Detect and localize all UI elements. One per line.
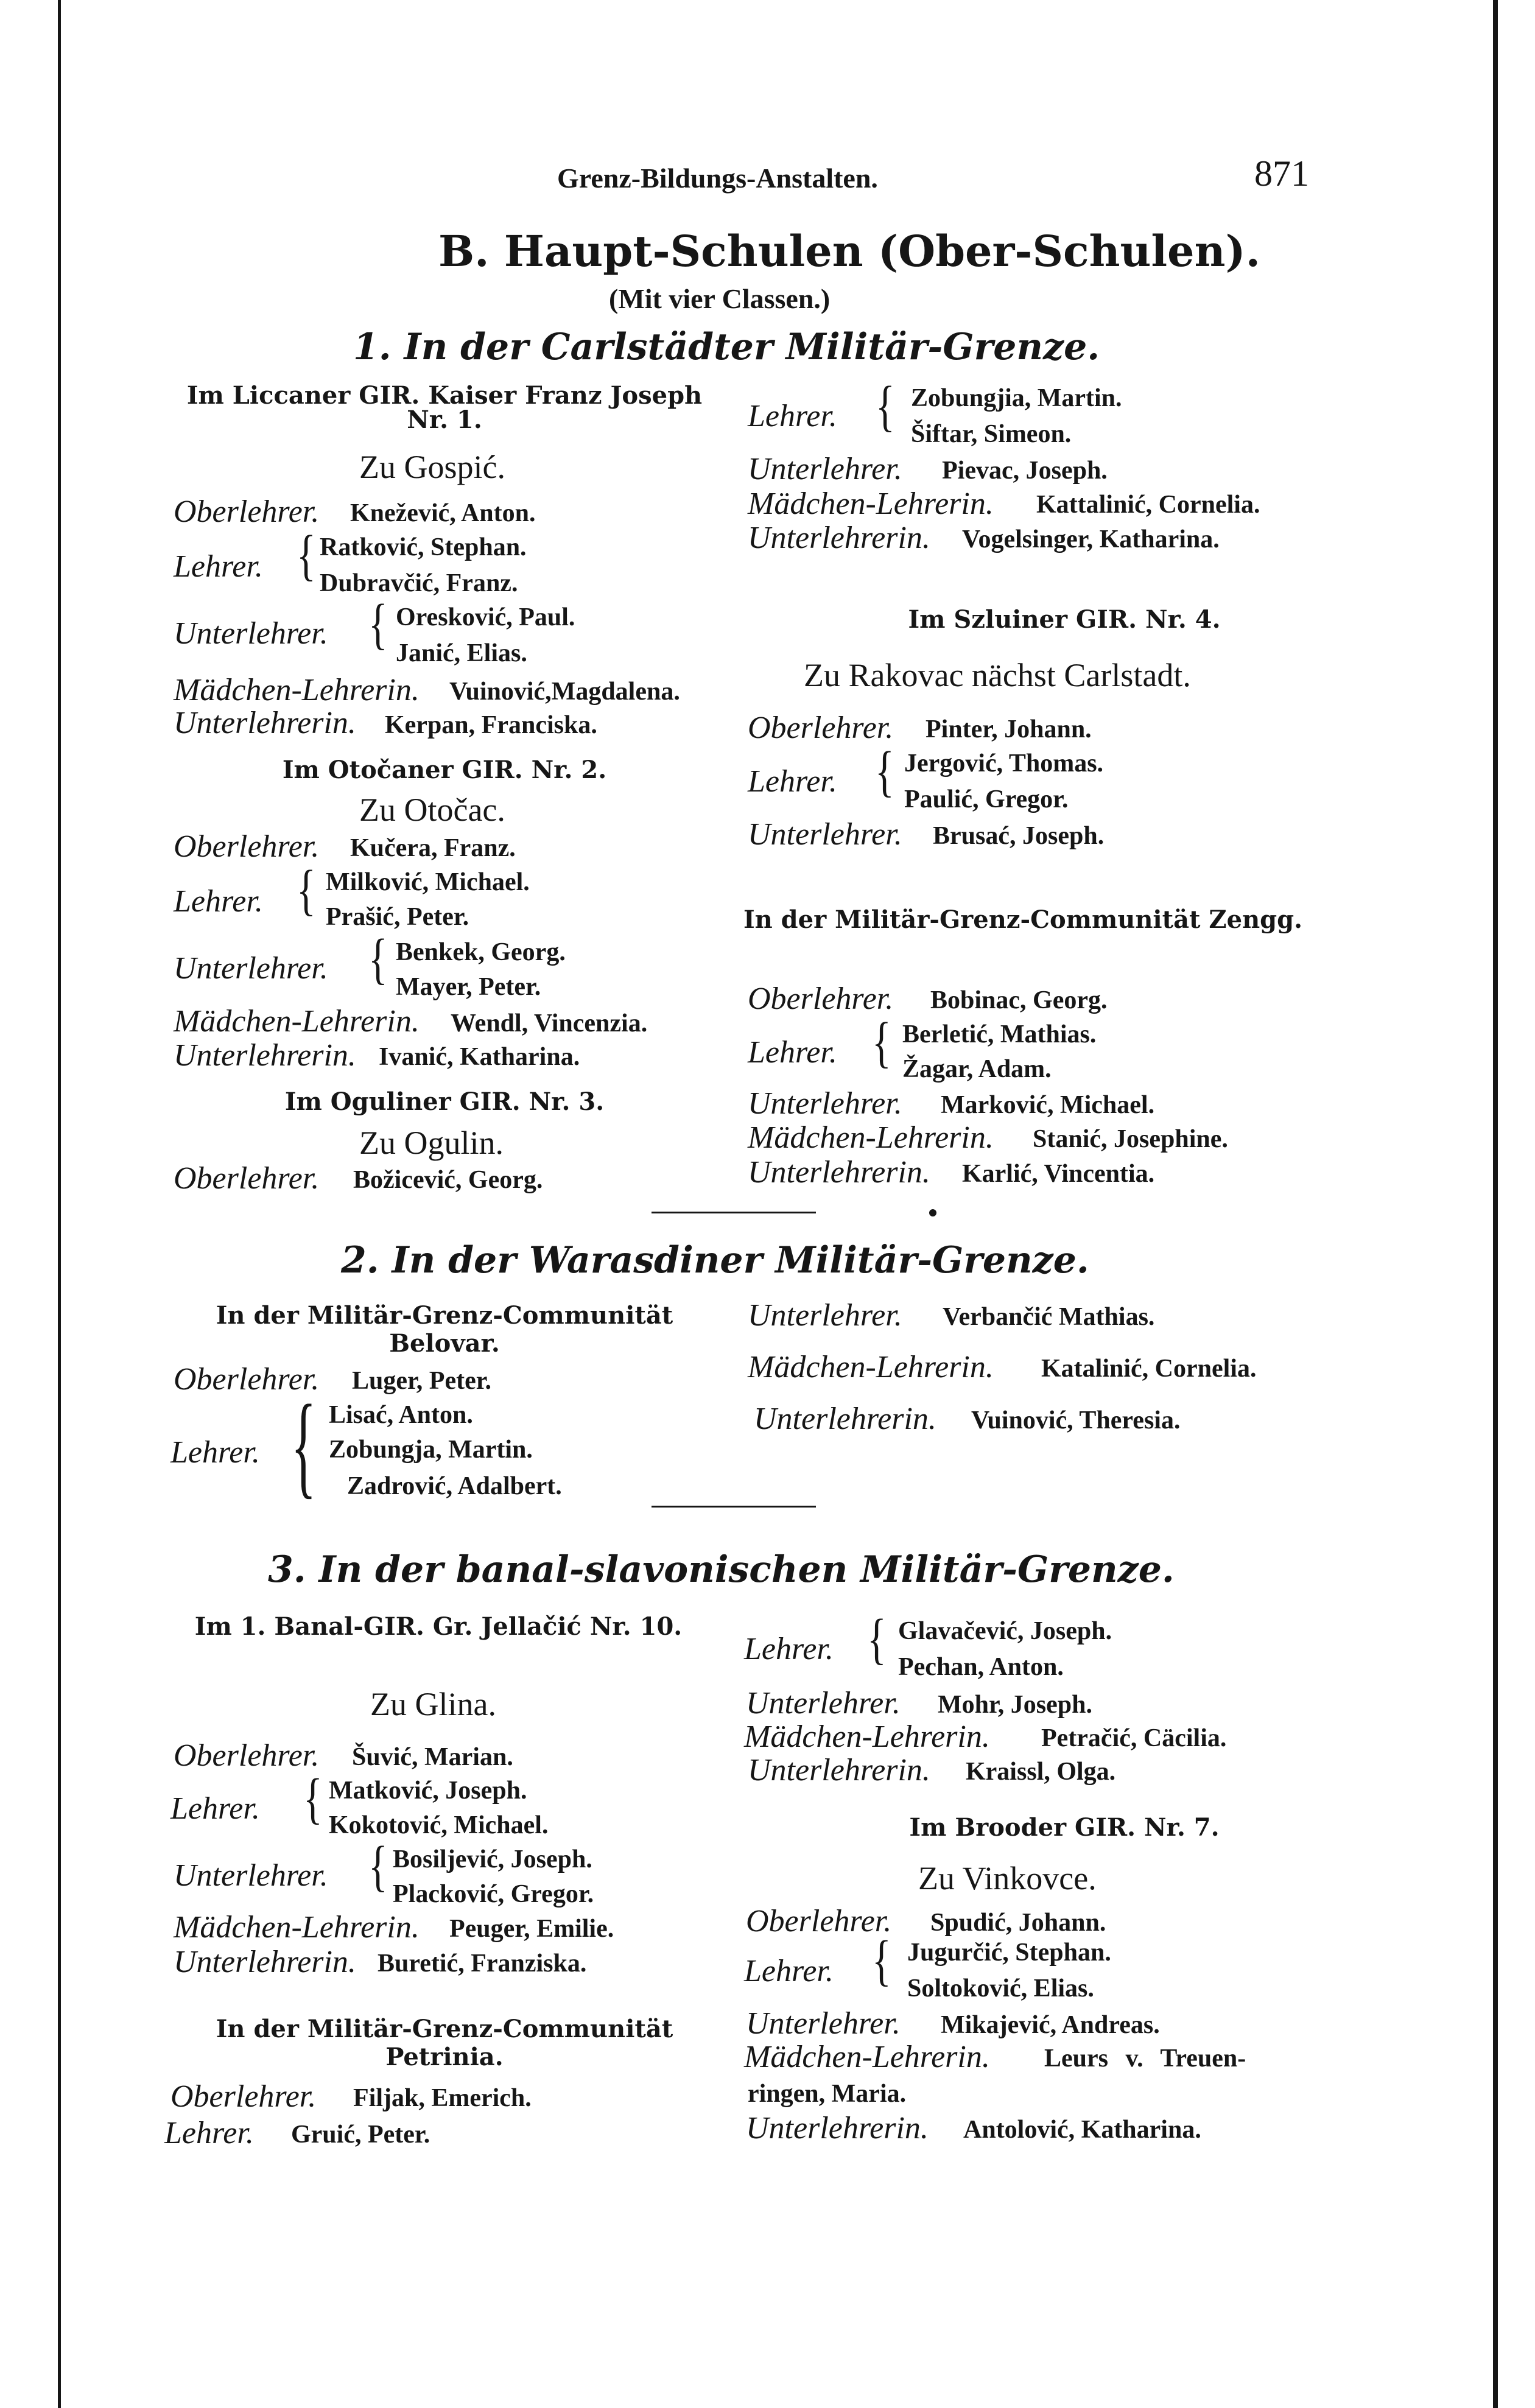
region-heading-carlstaedter: 1. In der Carlstädter Militär-Grenze. (353, 326, 1100, 368)
section-heading-belovar: In der Militär-Grenz-Communität Belovar. (216, 1301, 673, 1358)
name-oberlehrer: Knežević, Anton. (350, 499, 536, 527)
name-lehrer: Šiftar, Simeon. (911, 420, 1072, 448)
name-oberlehrer: Filjak, Emerich. (353, 2084, 532, 2112)
role-unterlehrerin: Unterlehrerin. (174, 706, 356, 740)
name-lehrer: Soltoković, Elias. (907, 1974, 1094, 2003)
name-maedchen-lehrerin: Kattalinić, Cornelia. (1036, 491, 1260, 519)
name-lehrer: Milković, Michael. (326, 868, 530, 896)
section-heading-szluiner: Im Szluiner GIR. Nr. 4. (908, 605, 1221, 634)
name-lehrer: Berletić, Mathias. (902, 1020, 1097, 1048)
section-divider (652, 1506, 816, 1508)
name-unterlehrer: Verbančić Mathias. (943, 1303, 1155, 1331)
town-glina: Zu Glina. (370, 1686, 496, 1722)
brace: { (297, 524, 316, 587)
running-title: Grenz-Bildungs-Anstalten. (557, 163, 878, 194)
section-heading-otocaner: Im Otočaner GIR. Nr. 2. (282, 756, 607, 784)
role-unterlehrer: Unterlehrer. (174, 616, 328, 651)
brace: { (368, 593, 388, 656)
name-unterlehrerin: Vuinović, Theresia. (971, 1406, 1181, 1434)
name-unterlehrer: Mayer, Peter. (396, 973, 541, 1001)
role-oberlehrer: Oberlehrer. (174, 1161, 320, 1196)
role-unterlehrer: Unterlehrer. (748, 452, 902, 486)
role-unterlehrer: Unterlehrer. (174, 1858, 328, 1893)
role-maedchen-lehrerin: Mädchen-Lehrerin. (748, 1350, 994, 1385)
role-oberlehrer: Oberlehrer. (174, 494, 320, 529)
right-page-edge (1493, 0, 1498, 2408)
role-maedchen-lehrerin: Mädchen-Lehrerin. (744, 2040, 990, 2074)
role-unterlehrer: Unterlehrer. (746, 1686, 901, 1721)
section-heading-oguliner: Im Oguliner GIR. Nr. 3. (284, 1087, 605, 1116)
role-unterlehrerin: Unterlehrerin. (746, 2111, 929, 2146)
town-vinkovce: Zu Vinkovce. (918, 1860, 1097, 1897)
name-unterlehrerin: Antolović, Katharina. (963, 2116, 1201, 2144)
role-lehrer: Lehrer. (164, 2116, 254, 2150)
name-oberlehrer: Spudić, Johann. (930, 1909, 1106, 1937)
name-lehrer: Lisać, Anton. (329, 1401, 473, 1429)
section-heading-liccaner: Im Liccaner GIR. Kaiser Franz Joseph Nr. 1. (186, 381, 703, 434)
role-lehrer: Lehrer. (748, 399, 837, 434)
name-maedchen-lehrerin: Katalinić, Cornelia. (1041, 1355, 1257, 1383)
name-lehrer: Zobungja, Martin. (329, 1436, 533, 1464)
name-oberlehrer: Božicević, Georg. (353, 1166, 543, 1194)
role-oberlehrer: Oberlehrer. (174, 1362, 320, 1397)
role-unterlehrer: Unterlehrer. (748, 1086, 902, 1121)
name-lehrer: Pechan, Anton. (898, 1653, 1064, 1681)
role-oberlehrer: Oberlehrer. (746, 1904, 892, 1939)
brace: { (297, 859, 316, 922)
role-lehrer: Lehrer. (744, 1632, 834, 1666)
name-unterlehrer: Mikajević, Andreas. (941, 2011, 1160, 2039)
name-maedchen-lehrerin: ringen, Maria. (748, 2080, 907, 2108)
town-ogulin: Zu Ogulin. (359, 1125, 504, 1161)
brace: { (872, 1929, 891, 1992)
name-lehrer: Jergović, Thomas. (904, 749, 1104, 778)
name-unterlehrer: Brusać, Joseph. (933, 822, 1105, 850)
section-heading-banal-gir: Im 1. Banal-GIR. Gr. Jellačić Nr. 10. (194, 1612, 683, 1641)
role-lehrer: Lehrer. (744, 1954, 834, 1989)
name-unterlehrer: Pievac, Joseph. (942, 457, 1108, 485)
name-maedchen-lehrerin: Peuger, Emilie. (449, 1915, 614, 1943)
name-maedchen-lehrerin: Leurs v. Treuen- (1044, 2045, 1246, 2073)
brace: { (867, 1608, 887, 1671)
role-maedchen-lehrerin: Mädchen-Lehrerin. (174, 673, 420, 707)
name-unterlehrer: Oresković, Paul. (396, 603, 575, 631)
name-oberlehrer: Luger, Peter. (352, 1367, 492, 1395)
name-unterlehrerin: Kerpan, Franciska. (385, 711, 597, 739)
role-lehrer: Lehrer. (748, 764, 837, 799)
brace: { (876, 375, 895, 438)
town-rakovac: Zu Rakovac nächst Carlstadt. (804, 657, 1191, 693)
name-lehrer: Zobungjia, Martin. (911, 384, 1122, 412)
page-number: 871 (1254, 153, 1309, 194)
role-maedchen-lehrerin: Mädchen-Lehrerin. (174, 1910, 420, 1945)
role-unterlehrer: Unterlehrer. (174, 951, 328, 986)
name-lehrer: Žagar, Adam. (902, 1055, 1052, 1083)
role-maedchen-lehrerin: Mädchen-Lehrerin. (174, 1004, 420, 1039)
name-lehrer: Glavačević, Joseph. (898, 1617, 1112, 1645)
name-lehrer: Dubravčić, Franz. (320, 569, 518, 597)
name-maedchen-lehrerin: Vuinović,Magdalena. (449, 678, 680, 706)
name-lehrer: Jugurčić, Stephan. (907, 1939, 1111, 1967)
role-oberlehrer: Oberlehrer. (170, 2079, 317, 2114)
role-oberlehrer: Oberlehrer. (174, 829, 320, 864)
brace: { (368, 1835, 388, 1898)
name-lehrer: Ratković, Stephan. (320, 533, 527, 561)
section-heading-petrinia: In der Militär-Grenz-Communität Petrinia. (216, 2015, 673, 2071)
role-oberlehrer: Oberlehrer. (748, 711, 894, 745)
name-unterlehrer: Janić, Elias. (396, 639, 527, 667)
section-divider (652, 1212, 816, 1213)
name-oberlehrer: Šuvić, Marian. (352, 1743, 513, 1771)
name-lehrer: Matković, Joseph. (329, 1777, 527, 1805)
role-unterlehrerin: Unterlehrerin. (748, 1753, 930, 1788)
ornament-dot (929, 1209, 936, 1216)
role-lehrer: Lehrer. (170, 1435, 260, 1470)
role-oberlehrer: Oberlehrer. (748, 981, 894, 1016)
name-unterlehrer: Marković, Michael. (941, 1091, 1155, 1119)
name-unterlehrerin: Vogelsinger, Katharina. (962, 525, 1220, 553)
name-lehrer: Kokotović, Michael. (329, 1811, 549, 1839)
section-heading-brooder: Im Brooder GIR. Nr. 7. (909, 1813, 1220, 1842)
town-otocac: Zu Otočac. (359, 792, 505, 828)
region-heading-banal-slavonischen: 3. In der banal-slavonischen Militär-Grenze. (268, 1548, 1175, 1591)
role-unterlehrer: Unterlehrer. (748, 1298, 902, 1333)
town-gospic: Zu Gospić. (359, 449, 505, 485)
name-oberlehrer: Pinter, Johann. (926, 715, 1092, 743)
role-maedchen-lehrerin: Mädchen-Lehrerin. (748, 486, 994, 521)
role-unterlehrer: Unterlehrer. (746, 2006, 901, 2041)
role-lehrer: Lehrer. (174, 884, 263, 919)
role-unterlehrer: Unterlehrer. (748, 817, 902, 852)
name-unterlehrerin: Kraissl, Olga. (966, 1758, 1116, 1786)
role-unterlehrerin: Unterlehrerin. (748, 1155, 930, 1190)
name-unterlehrer: Bosiljević, Joseph. (393, 1845, 592, 1873)
name-maedchen-lehrerin: Wendl, Vincenzia. (451, 1009, 648, 1037)
section-heading-zengg: In der Militär-Grenz-Communität Zengg. (743, 905, 1303, 934)
brace: { (872, 1011, 891, 1074)
name-unterlehrer: Placković, Gregor. (393, 1880, 594, 1908)
name-maedchen-lehrerin: Stanić, Josephine. (1033, 1125, 1228, 1153)
name-maedchen-lehrerin: Petračić, Cäcilia. (1041, 1724, 1227, 1752)
name-unterlehrerin: Karlić, Vincentia. (962, 1160, 1155, 1188)
role-lehrer: Lehrer. (170, 1791, 260, 1826)
role-unterlehrerin: Unterlehrerin. (754, 1402, 936, 1436)
left-page-edge (58, 0, 61, 2408)
name-lehrer: Zadrović, Adalbert. (347, 1472, 562, 1500)
brace: { (875, 740, 894, 803)
name-lehrer: Gruić, Peter. (291, 2121, 430, 2149)
brace: { (291, 1380, 317, 1509)
name-unterlehrer: Mohr, Joseph. (938, 1691, 1092, 1719)
page-subtitle: (Mit vier Classen.) (609, 283, 831, 314)
region-heading-warasdiner: 2. In der Warasdiner Militär-Grenze. (341, 1239, 1089, 1282)
role-lehrer: Lehrer. (174, 549, 263, 584)
name-unterlehrerin: Ivanić, Katharina. (379, 1043, 580, 1071)
role-maedchen-lehrerin: Mädchen-Lehrerin. (748, 1120, 994, 1155)
name-unterlehrer: Benkek, Georg. (396, 938, 566, 966)
role-unterlehrerin: Unterlehrerin. (748, 521, 930, 555)
name-oberlehrer: Bobinac, Georg. (930, 986, 1108, 1014)
name-lehrer: Paulić, Gregor. (904, 785, 1069, 813)
name-lehrer: Prašić, Peter. (326, 903, 469, 931)
name-oberlehrer: Kučera, Franz. (350, 834, 516, 862)
name-unterlehrerin: Buretić, Franziska. (378, 1950, 587, 1978)
page-title: B. Haupt-Schulen (Ober-Schulen). (438, 226, 1260, 276)
brace: { (303, 1767, 323, 1830)
role-maedchen-lehrerin: Mädchen-Lehrerin. (744, 1719, 990, 1754)
role-unterlehrerin: Unterlehrerin. (174, 1945, 356, 1979)
role-lehrer: Lehrer. (748, 1035, 837, 1070)
brace: { (368, 928, 388, 991)
role-oberlehrer: Oberlehrer. (174, 1738, 320, 1773)
role-unterlehrerin: Unterlehrerin. (174, 1038, 356, 1073)
